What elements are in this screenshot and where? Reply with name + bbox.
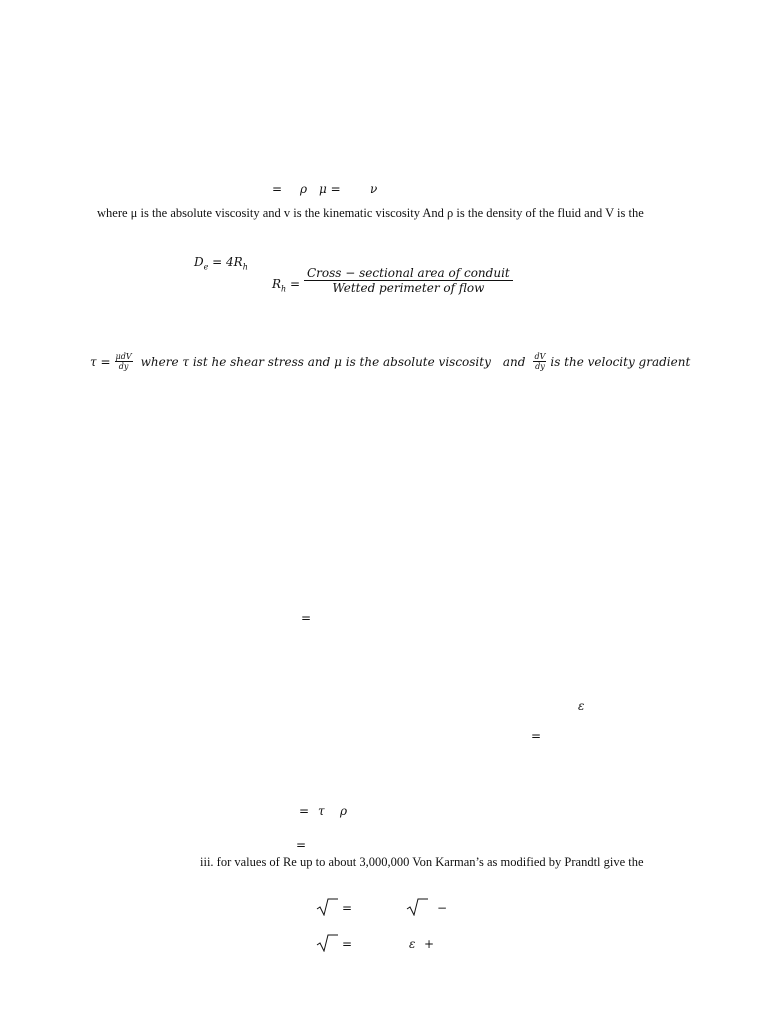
velocity-gradient-fraction [533,352,546,371]
equals-sign: = [342,901,353,915]
rho-symbol: ρ [340,804,348,818]
mu-equals: μ = [319,182,341,196]
equals-sign: = [301,611,312,625]
equals-sign: = [531,729,542,743]
tau-denominator: dy [118,362,129,371]
hydraulic-radius-lhs: $R_h$ = [272,277,301,294]
equivalent-diameter-equation: $D_e = 4R_h$ [194,255,248,272]
tau-numerator: μdV [115,352,132,361]
plus-sign: + [424,937,435,951]
hydraulic-radius-fraction [304,266,513,295]
square-root-icon [316,898,338,916]
and-text: and [502,354,526,369]
square-root-icon [316,934,338,952]
fraction-denominator: Wetted perimeter of flow [332,281,485,295]
grad-denominator: dy [535,362,545,371]
list-item-iii: iii. for values of Re up to about 3,000,000 Von Karman’s as modified by Prandtl give the [200,855,644,869]
minus-sign: − [437,901,448,915]
epsilon-symbol: ε [578,699,585,713]
equals-sign: = [299,804,310,818]
shear-stress-equation [90,352,690,371]
nu-symbol: ν [370,182,378,196]
epsilon-symbol: ε [409,937,416,951]
shear-stress-text: where τ ist he shear stress and μ is the absolute viscosity [140,354,491,369]
equals-sign: = [342,937,353,951]
equals-sign: = [296,838,307,852]
rho-symbol: ρ [300,182,308,196]
equals-sign: = [272,182,283,196]
viscosity-definition-text: where μ is the absolute viscosity and v is the kinematic viscosity And ρ is the density of the fluid and V is the [97,206,644,220]
grad-numerator: dV [534,352,546,361]
velocity-gradient-text: is the velocity gradient [550,354,691,369]
tau-lhs: τ = [90,354,111,369]
tau-symbol: τ [318,804,325,818]
square-root-icon [406,898,428,916]
fraction-numerator: Cross − sectional area of conduit [304,266,513,281]
tau-fraction [115,352,133,371]
